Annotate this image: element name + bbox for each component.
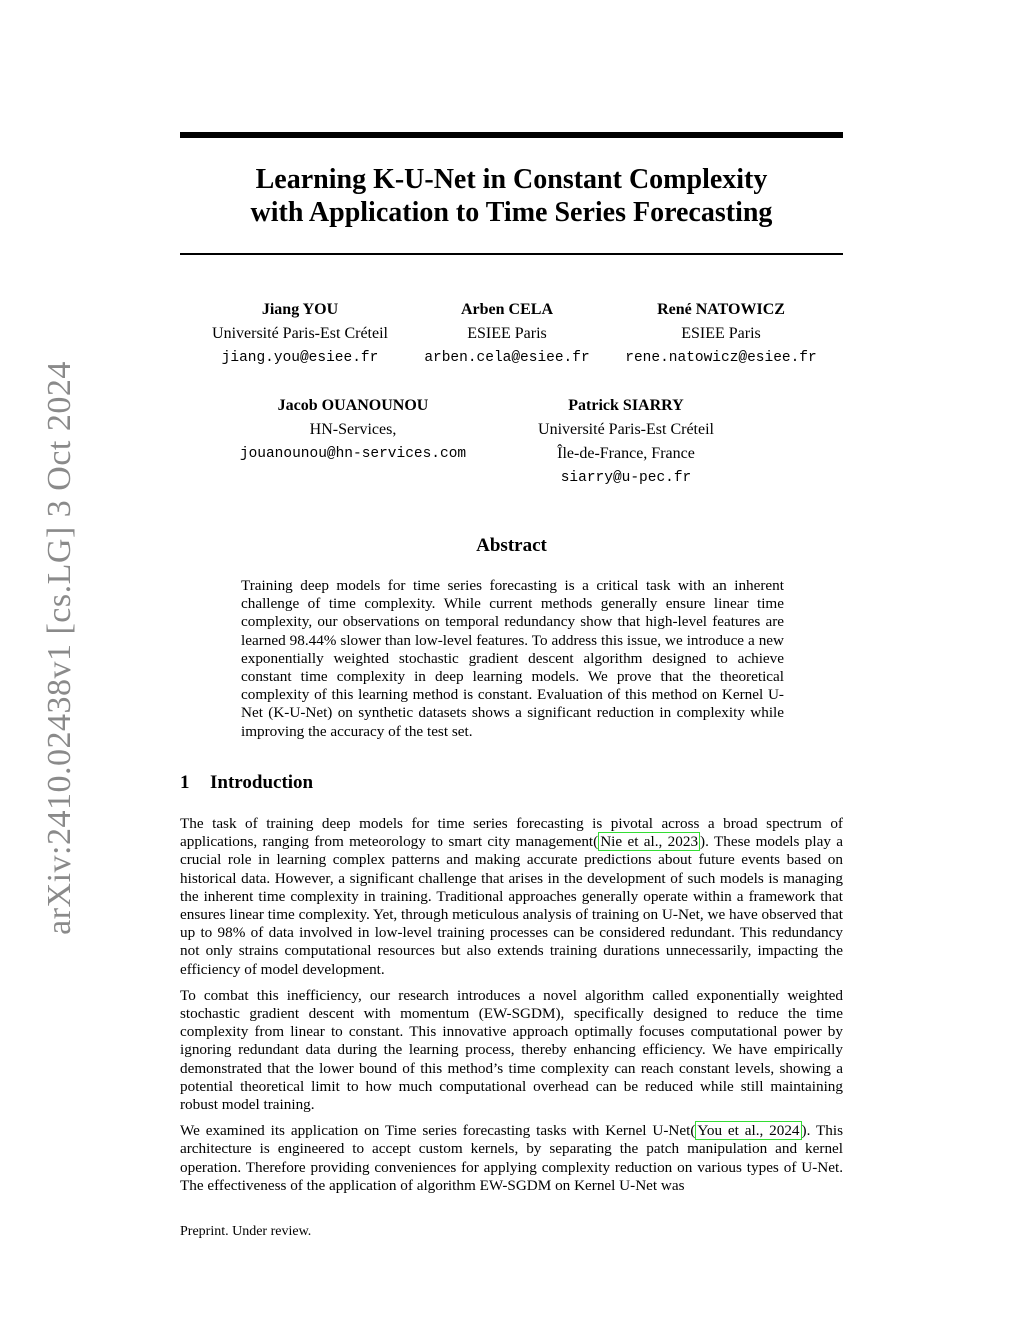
author-name: Patrick SIARRY	[568, 397, 684, 414]
paragraph-text: ). This architecture is engineered to accept custom kernels, by separating the patch manipulation and kernel operation. Therefore providing conveniences for applying complexity reduction on various types of U-Net. The effectiveness of the application of algorithm EW-SGDM on Kernel U-Net was	[180, 1122, 843, 1194]
author-name: Jiang YOU	[261, 301, 339, 318]
section-title: Introduction	[210, 772, 314, 793]
title-line-1: Learning K-U-Net in Constant Complexity	[255, 164, 768, 195]
citation-link[interactable]: You et al., 2024	[697, 1122, 800, 1140]
author-affiliation-2: Île-de-France, France	[557, 445, 695, 462]
author-email[interactable]: jiang.you@esiee.fr	[221, 350, 379, 366]
title-line-2: with Application to Time Series Forecasting	[250, 197, 773, 228]
author-affiliation: ESIEE Paris	[681, 325, 761, 342]
author-email[interactable]: jouanounou@hn-services.com	[239, 446, 467, 462]
paragraph-text: We examined its application on Time series forecasting tasks with Kernel U-Net(	[180, 1122, 696, 1140]
title-top-rule	[180, 132, 843, 138]
footer-note: Preprint. Under review.	[180, 1224, 312, 1239]
author-name: Arben CELA	[460, 301, 553, 318]
author-affiliation: Université Paris-Est Créteil	[212, 325, 388, 342]
author-affiliation: ESIEE Paris	[467, 325, 547, 342]
arxiv-identifier: arXiv:2410.02438v1 [cs.LG] 3 Oct 2024	[41, 361, 78, 935]
author-email[interactable]: siarry@u-pec.fr	[560, 470, 692, 486]
body-text	[180, 815, 843, 1203]
author-name: René NATOWICZ	[657, 301, 785, 318]
author-email[interactable]: rene.natowicz@esiee.fr	[625, 350, 817, 366]
title-bottom-rule	[180, 253, 843, 255]
abstract-heading: Abstract	[476, 535, 547, 556]
paragraph-3	[180, 1122, 843, 1195]
abstract-text: Training deep models for time series forecasting is a critical task with an inherent challenge of time complexity. While current methods generally ensure linear time complexity, our observations on temporal redundancy show that high-level features are learned 98.44% slower than low-level features. To address this issue, we introduce a new exponentially weighted stochastic gradient descent algorithm designed to achieve constant time complexity in deep learning models. We prove that the theoretical complexity of this learning method is constant. Evaluation of this method on Kernel U-Net (K-U-Net) on synthetic datasets shows a significant reduction in complexity while improving the accuracy of the test set.	[241, 577, 784, 740]
section-number: 1	[180, 772, 190, 793]
section-heading	[180, 772, 313, 794]
author-name: Jacob OUANOUNOU	[277, 397, 429, 414]
author-affiliation: Université Paris-Est Créteil	[538, 421, 714, 438]
paper-title	[180, 163, 843, 229]
author-block-2	[387, 298, 627, 370]
author-block-5	[506, 394, 746, 490]
author-affiliation: HN-Services,	[309, 421, 397, 438]
author-block-1	[180, 298, 420, 370]
author-email[interactable]: arben.cela@esiee.fr	[424, 350, 590, 366]
author-block-3	[601, 298, 841, 370]
paragraph-text: The task of training deep models for time series forecasting is pivotal across a broad spectrum of applications, ranging from meteorology to smart city management(	[180, 815, 843, 851]
paragraph-1	[180, 815, 843, 979]
citation-link[interactable]: Nie et al., 2023	[600, 833, 699, 851]
author-block-4	[213, 394, 493, 466]
paragraph-text: ). These models play a crucial role in learning complex patterns and making accurate predictions about future events based on historical data. However, a significant challenge that arises in the development of such models is managing the inherent time complexity in training. Traditional approaches generally operate within a framework that ensures linear time complexity. Yet, through meticulous analysis of training on U-Net, we have observed that up to 98% of data involved in low-level training processes can be considered redundant. This redundancy not only strains computational resources but also extends training durations unnecessarily, impacting the efficiency of model development.	[180, 833, 843, 978]
paragraph-2: To combat this inefficiency, our research introduces a novel algorithm called exponentially weighted stochastic gradient descent with momentum (EW-SGDM), specifically designed to reduce the time complexity from linear to constant. This innovative approach optimally focuses computational power by ignoring redundant data during the learning process, thereby enhancing efficiency. We have empirically demonstrated that the lower bound of this method’s time complexity can reach constant levels, showing a potential theoretical limit to how much computational overhead can be reduced while still maintaining robust model training.	[180, 986, 843, 1114]
